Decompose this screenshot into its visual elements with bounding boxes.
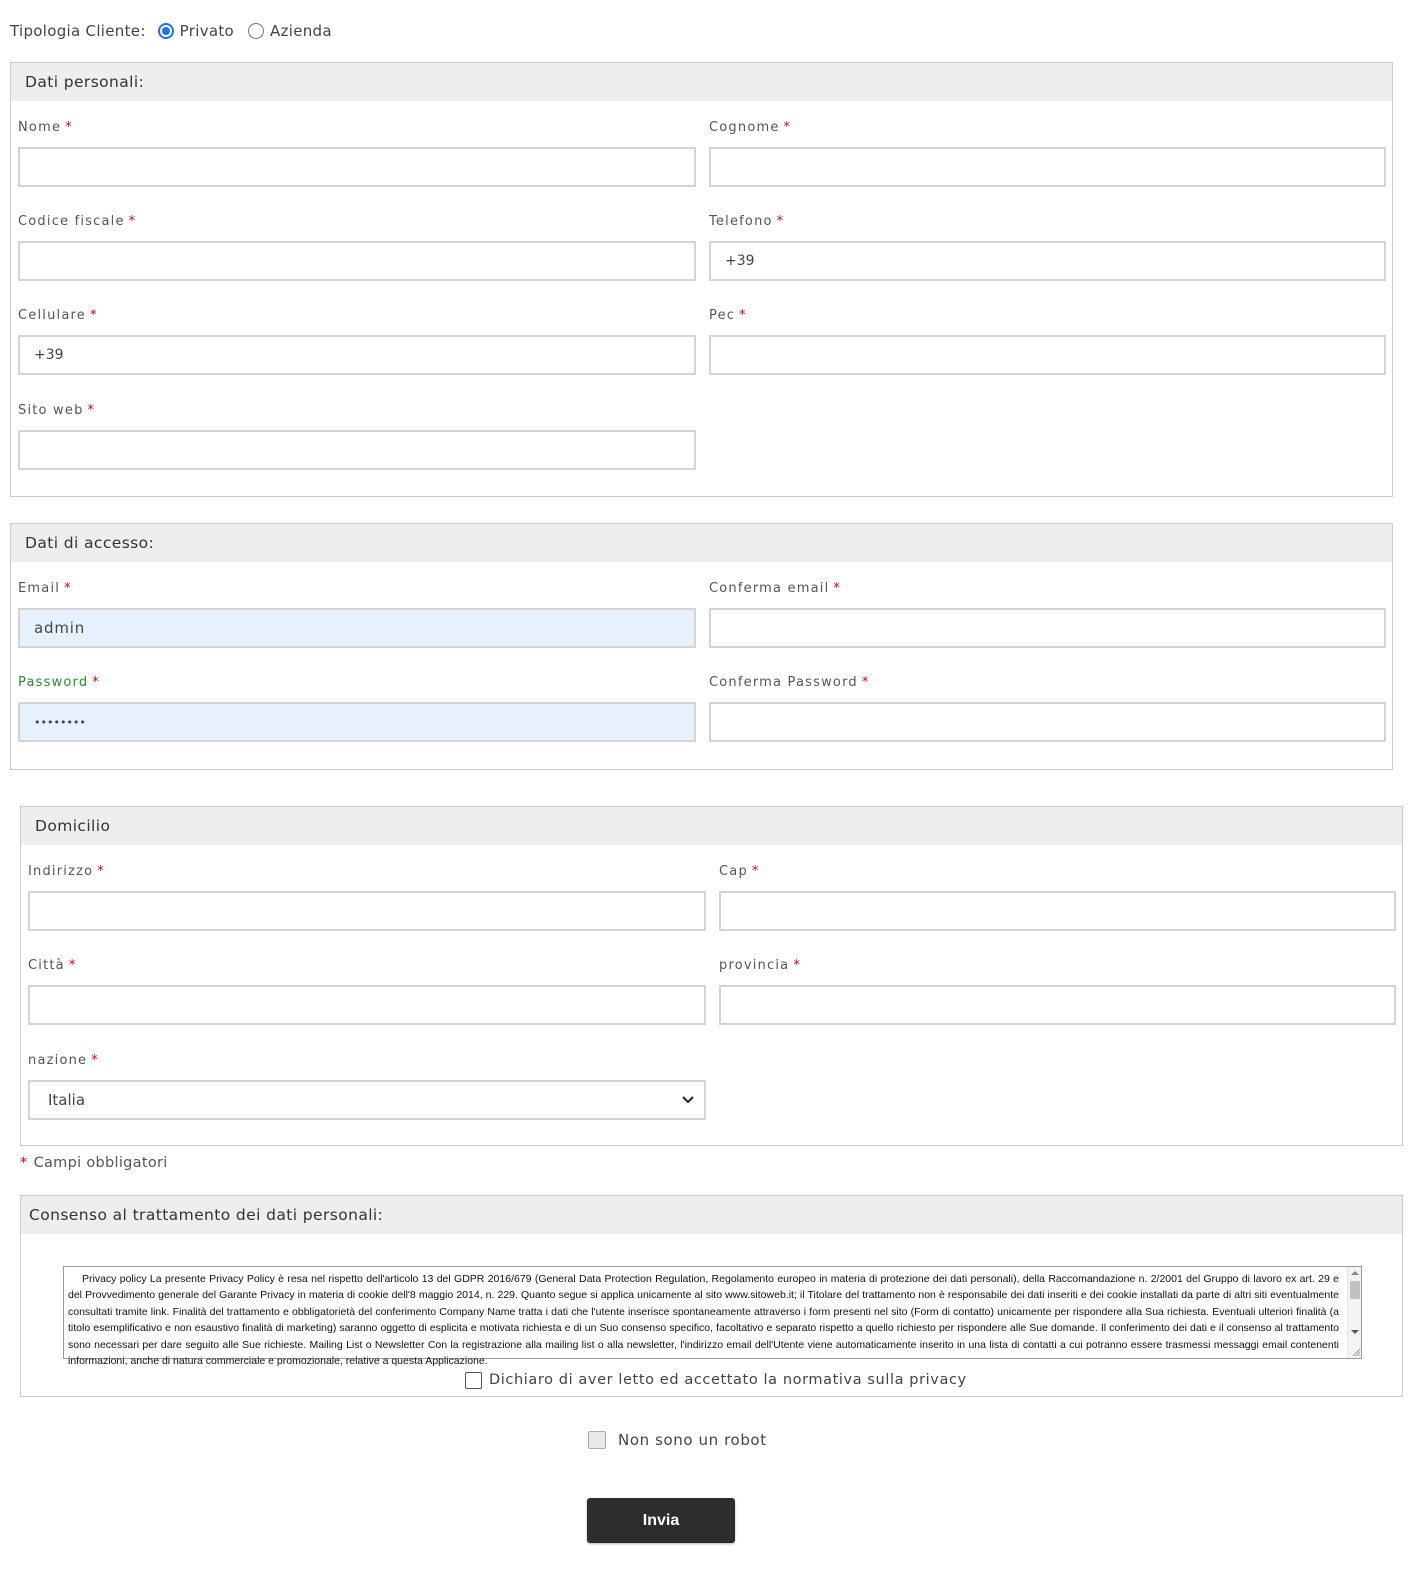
password-label: Password * <box>18 675 101 690</box>
codice-fiscale-input[interactable] <box>18 241 696 281</box>
privacy-text: Privacy policy La presente Privacy Policy è resa nel rispetto dell'articolo 13 del GDPR 2016/679 (General Data Protection Regulation, Regolamento europeo in materia di protezione dei dati personali), della Raccomandazione n. 2/2001 del Gruppo di lavoro ex art. 29 e del Provvedimento generale del Garante Privacy in materia di cookie dell'8 maggio 2014, n. 229. Quanto segue si applica unicamente al sito www.sitoweb.it; il Titolare del trattamento non è responsabile dei dati inseriti e dei cookie installati da parte di altri siti eventualmente consultati tramite link. Finalità del trattamento e obbligatorietà del conferimento Company Name tratta i dati che l'utente inserisce spontaneamente attraverso i form presenti nel sito (Form di contatto) unicamente per rispondere alla Sua richiesta. Eventuali ulteriori finalità (a titolo esemplificativo e non esaustivo finalità di marketing) saranno oggetto di esplicita e motivata richiesta e di un Suo consenso specifico, facoltativo e separato rispetto a quello richiesto per rispondere alle Sue domande. Il conferimento dei dati e il consenso al trattamento sono necessari per dare seguito alle Sue richieste. Mailing List o Newsletter Con la registrazione alla mailing list o alla newsletter, l'indirizzo email dell'Utente viene automaticamente inserito in una lista di contatti a cui potranno essere trasmessi messaggi email contenenti informazioni, anche di natura commerciale e promozionale, relative a questa Applicazione. <box>63 1266 1362 1359</box>
conferma-password-input[interactable] <box>709 702 1386 742</box>
radio-azienda-indicator[interactable] <box>248 23 264 39</box>
provincia-label: provincia * <box>719 958 802 973</box>
scroll-thumb[interactable] <box>1350 1281 1360 1299</box>
domicilio-panel <box>20 806 1403 1146</box>
conferma-password-label: Conferma Password * <box>709 675 870 690</box>
radio-azienda-label[interactable]: Azienda <box>270 22 332 40</box>
citta-input[interactable] <box>28 985 706 1025</box>
consenso-panel <box>20 1195 1403 1397</box>
citta-label: Città * <box>28 958 77 973</box>
nome-label: Nome * <box>18 120 73 135</box>
cellulare-label: Cellulare * <box>18 308 98 323</box>
conferma-email-label: Conferma email * <box>709 581 842 596</box>
chevron-down-icon <box>682 1096 694 1104</box>
email-input[interactable]: admin <box>18 608 696 648</box>
nazione-selected-value: Italia <box>48 1091 86 1109</box>
cognome-label: Cognome * <box>709 120 792 135</box>
sito-web-label: Sito web * <box>18 403 96 418</box>
dati-personali-title: Dati personali: <box>11 63 1392 101</box>
tipologia-label: Tipologia Cliente: <box>10 22 146 40</box>
cognome-input[interactable] <box>709 147 1386 187</box>
codice-fiscale-label: Codice fiscale * <box>18 214 137 229</box>
privacy-accept-row[interactable] <box>465 1370 967 1390</box>
pec-label: Pec * <box>709 308 747 323</box>
cellulare-input[interactable]: +39 <box>18 335 696 375</box>
cap-label: Cap * <box>719 864 760 879</box>
consenso-title: Consenso al trattamento dei dati personali: <box>21 1196 1402 1234</box>
provincia-input[interactable] <box>719 985 1396 1025</box>
nazione-label: nazione * <box>28 1053 99 1068</box>
dati-accesso-title: Dati di accesso: <box>11 524 1392 562</box>
scroll-down-icon[interactable] <box>1351 1329 1359 1335</box>
password-input[interactable]: •••••••• <box>18 702 696 742</box>
sito-web-input[interactable] <box>18 430 696 470</box>
telefono-label: Telefono * <box>709 214 785 229</box>
indirizzo-input[interactable] <box>28 891 706 931</box>
captcha-row[interactable] <box>588 1429 767 1451</box>
radio-privato[interactable] <box>158 22 234 40</box>
conferma-email-input[interactable] <box>709 608 1386 648</box>
nome-input[interactable] <box>18 147 696 187</box>
radio-azienda[interactable] <box>248 22 332 40</box>
dati-personali-panel <box>10 62 1393 497</box>
privacy-textarea[interactable] <box>63 1266 1362 1368</box>
radio-privato-indicator[interactable] <box>158 23 174 39</box>
captcha-checkbox[interactable] <box>588 1431 606 1449</box>
dati-accesso-panel <box>10 523 1393 770</box>
privacy-accept-checkbox[interactable] <box>465 1372 482 1389</box>
privacy-accept-label[interactable]: Dichiaro di aver letto ed accettato la normativa sulla privacy <box>489 1372 967 1388</box>
mandatory-note: * Campi obbligatori <box>20 1155 168 1171</box>
domicilio-title: Domicilio <box>21 807 1402 845</box>
captcha-label[interactable]: Non sono un robot <box>618 1431 767 1449</box>
submit-button[interactable]: Invia <box>587 1498 735 1543</box>
privacy-scrollbar[interactable] <box>1347 1267 1361 1358</box>
telefono-input[interactable]: +39 <box>709 241 1386 281</box>
tipologia-cliente <box>10 20 346 42</box>
scroll-up-icon[interactable] <box>1351 1270 1359 1276</box>
pec-input[interactable] <box>709 335 1386 375</box>
email-label: Email * <box>18 581 72 596</box>
resize-grip-icon[interactable] <box>1351 1347 1361 1357</box>
radio-privato-label[interactable]: Privato <box>179 22 235 40</box>
cap-input[interactable] <box>719 891 1396 931</box>
nazione-select[interactable] <box>28 1080 706 1120</box>
indirizzo-label: Indirizzo * <box>28 864 105 879</box>
